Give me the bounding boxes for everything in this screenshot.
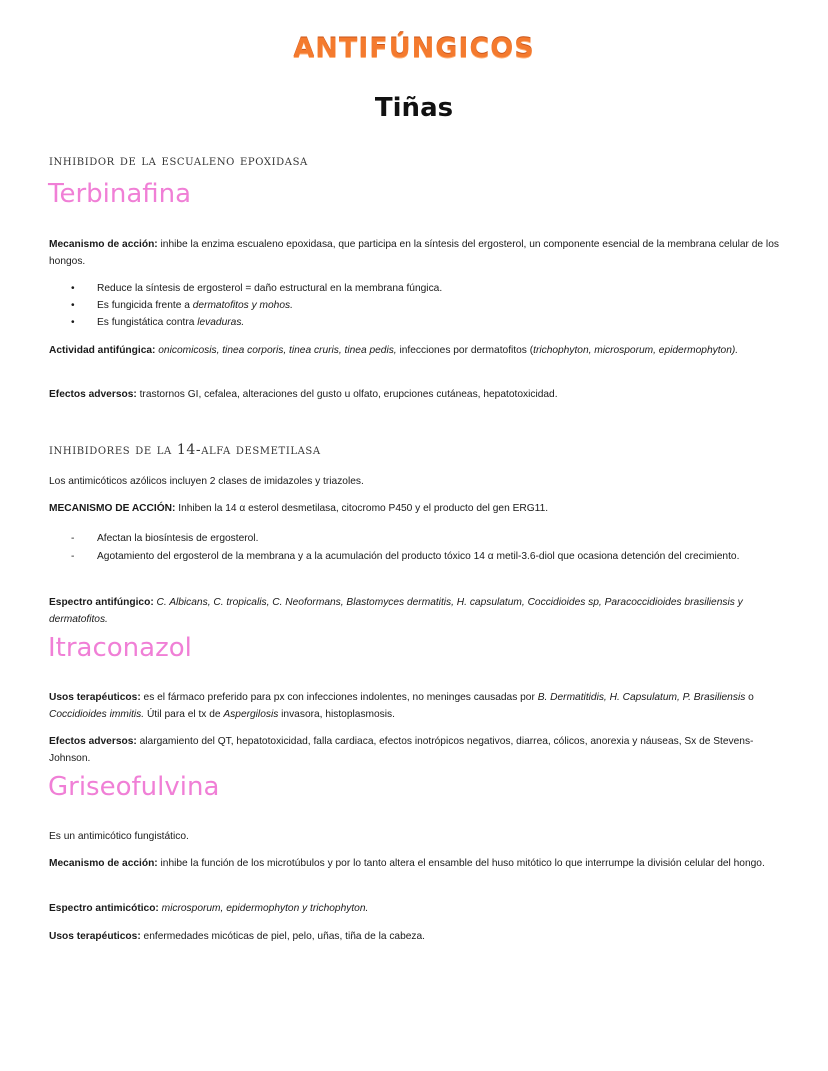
usos-text: o: [745, 692, 754, 703]
griseofulvina-mecanismo: [49, 855, 784, 872]
itraconazol-efectos: [49, 733, 784, 767]
bullet-text: Es fungistática contra: [97, 317, 198, 328]
espectro-emphasis: microsporum, epidermophyton y trichophyton.: [158, 903, 369, 914]
usos-emphasis: B. Dermatitidis, H. Capsulatum, P. Brasiliensis: [537, 692, 746, 703]
drug-title-griseofulvina: Griseofulvina: [48, 772, 220, 802]
griseofulvina-usos: [49, 928, 784, 945]
espectro-emphasis: C. Albicans, C. tropicalis, C. Neoformans, Blastomyces dermatitis, H. capsulatum, Coccidioides sp, Paracoccidioides brasiliensis y dermatofitos.: [49, 597, 743, 625]
azoles-espectro: [49, 594, 784, 628]
terbinafina-efectos: [49, 386, 784, 403]
bullet-text: Reduce la síntesis de ergosterol = daño estructural en la membrana fúngica.: [97, 283, 443, 294]
actividad-emphasis-2: trichophyton, microsporum, epidermophyton).: [533, 345, 739, 356]
azoles-mecanismo: [49, 500, 784, 517]
list-item: [49, 530, 784, 547]
efectos-label: Efectos adversos:: [49, 389, 137, 400]
dash-text: Afectan la biosíntesis de ergosterol.: [97, 533, 259, 544]
usos-text: enfermedades micóticas de piel, pelo, uñas, tiña de la cabeza.: [140, 931, 426, 942]
document-subtitle: Tiñas: [374, 93, 454, 123]
itraconazol-usos: [49, 689, 784, 723]
mecanismo-label: MECANISMO DE ACCIÓN:: [49, 503, 176, 514]
list-item: [49, 548, 784, 565]
mecanismo-text: inhibe la función de los microtúbulos y por lo tanto altera el ensamble del huso mitótico lo que interrumpe la división celular del hongo.: [157, 858, 765, 869]
bullet-emphasis: dermatofitos y mohos.: [192, 300, 293, 311]
dash-text: Agotamiento del ergosterol de la membrana y a la acumulación del producto tóxico 14 α metil-3.6-diol que ocasiona detención del crecimiento.: [97, 551, 740, 562]
terbinafina-bullet-list: [49, 280, 784, 331]
espectro-label: Espectro antifúngico:: [49, 597, 154, 608]
griseofulvina-espectro: [49, 900, 784, 917]
usos-text: invasora, histoplasmosis.: [278, 709, 395, 720]
list-item: [49, 280, 784, 297]
griseofulvina-intro: Es un antimicótico fungistático.: [49, 831, 189, 842]
usos-label: Usos terapéuticos:: [49, 931, 141, 942]
section-heading-desmetilasa: inhibidores de la 14-alfa desmetilasa: [49, 442, 321, 458]
usos-text: Útil para el tx de: [144, 709, 224, 720]
drug-title-itraconazol: Itraconazol: [48, 633, 192, 663]
document-title: ANTIFÚNGICOS: [293, 33, 535, 64]
section-heading-escualeno: inhibidor de la escualeno epoxidasa: [49, 153, 308, 169]
efectos-label: Efectos adversos:: [49, 736, 137, 747]
azoles-dash-list: [49, 530, 784, 565]
azoles-intro: Los antimicóticos azólicos incluyen 2 clases de imidazoles y triazoles.: [49, 476, 364, 487]
usos-emphasis: Aspergilosis: [223, 709, 279, 720]
mecanismo-text: Inhiben la 14 α esterol desmetilasa, citocromo P450 y el producto del gen ERG11.: [175, 503, 549, 514]
espectro-label: Espectro antimicótico:: [49, 903, 159, 914]
bullet-icon: •: [71, 283, 75, 294]
drug-title-terbinafina: Terbinafina: [48, 179, 192, 209]
bullet-icon: •: [71, 317, 75, 328]
usos-text: es el fármaco preferido para px con infecciones indolentes, no meninges causadas por: [140, 692, 538, 703]
dash-icon: -: [71, 533, 75, 544]
bullet-text: Es fungicida frente a: [97, 300, 193, 311]
list-item: [49, 314, 784, 331]
bullet-icon: •: [71, 300, 75, 311]
usos-emphasis: Coccidioides immitis.: [49, 709, 145, 720]
actividad-emphasis: onicomicosis, tinea corporis, tinea cruris, tinea pedis,: [155, 345, 397, 356]
efectos-text: trastornos GI, cefalea, alteraciones del gusto u olfato, erupciones cutáneas, hepatotoxicidad.: [136, 389, 558, 400]
mecanismo-label: Mecanismo de acción:: [49, 858, 158, 869]
mecanismo-label: Mecanismo de acción:: [49, 239, 158, 250]
usos-label: Usos terapéuticos:: [49, 692, 141, 703]
terbinafina-mecanismo: [49, 236, 784, 270]
list-item: [49, 297, 784, 314]
terbinafina-actividad: [49, 342, 784, 359]
actividad-label: Actividad antifúngica:: [49, 345, 156, 356]
bullet-emphasis: levaduras.: [197, 317, 245, 328]
dash-icon: -: [71, 551, 75, 562]
efectos-text: alargamiento del QT, hepatotoxicidad, falla cardiaca, efectos inotrópicos negativos, diarrea, cólicos, anorexia y náuseas, Sx de Stevens-Johnson.: [49, 736, 754, 764]
actividad-text: infecciones por dermatofitos (: [396, 345, 534, 356]
mecanismo-text: inhibe la enzima escualeno epoxidasa, que participa en la síntesis del ergosterol, un componente esencial de la membrana celular de los hongos.: [49, 239, 779, 267]
